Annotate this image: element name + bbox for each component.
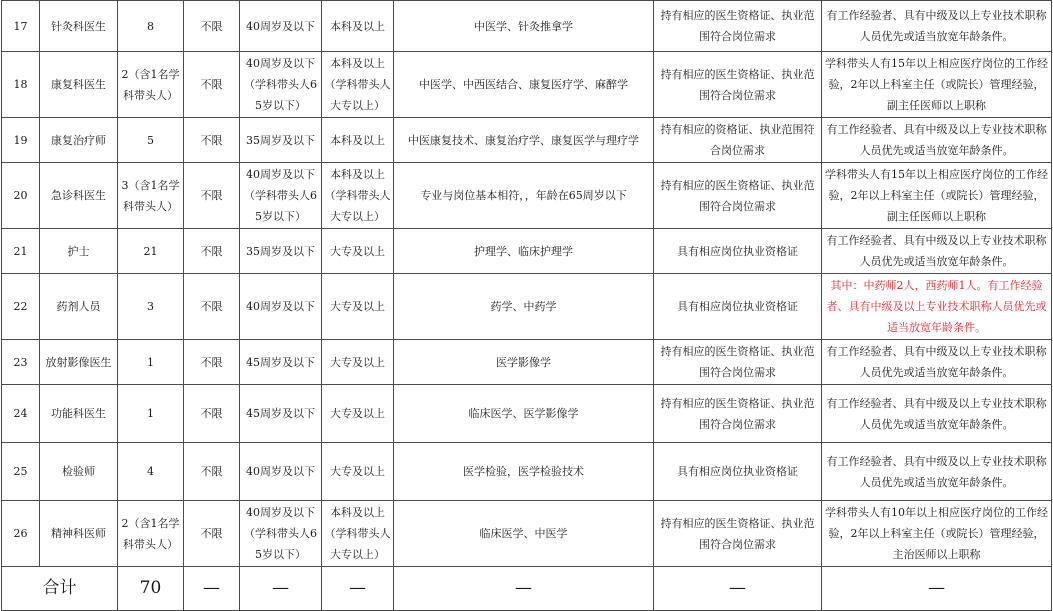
gender-requirement: 不限	[184, 501, 240, 567]
age-requirement: 40周岁及以下	[240, 443, 322, 501]
age-requirement: 40周岁及以下（学科带头人65岁以下）	[240, 52, 322, 118]
qualification-requirement: 持有相应的医生资格证、执业范围符合岗位需求	[654, 163, 822, 229]
major-requirement: 中医康复技术、康复治疗学、康复医学与理疗学	[394, 118, 654, 163]
education-requirement: 本科及以上（学科带头人大专以上）	[322, 52, 394, 118]
age-requirement: 40周岁及以下	[240, 1, 322, 52]
total-dash: —	[322, 567, 394, 611]
gender-requirement: 不限	[184, 340, 240, 385]
recruit-count: 21	[118, 229, 184, 274]
table-row	[2, 385, 1052, 443]
recruit-count: 1	[118, 340, 184, 385]
education-requirement: 大专及以上	[322, 443, 394, 501]
position-name: 药剂人员	[40, 274, 118, 340]
other-requirement: 有工作经验者、具有中级及以上专业技术职称人员优先或适当放宽年龄条件。	[822, 443, 1052, 501]
table-row	[2, 501, 1052, 567]
other-requirement: 有工作经验者、具有中级及以上专业技术职称人员优先或适当放宽年龄条件。	[822, 1, 1052, 52]
major-requirement: 中医学、中西医结合、康复医疗学、麻醉学	[394, 52, 654, 118]
position-name: 功能科医生	[40, 385, 118, 443]
age-requirement: 40周岁及以下（学科带头人65岁以下）	[240, 501, 322, 567]
other-requirement: 学科带头人有15年以上相应医疗岗位的工作经验，2年以上科室主任（或院长）管理经验，副主任医师以上职称	[822, 163, 1052, 229]
qualification-requirement: 持有相应的资格证、执业范围符合岗位需求	[654, 118, 822, 163]
row-number: 19	[2, 118, 40, 163]
position-name: 检验师	[40, 443, 118, 501]
row-number: 20	[2, 163, 40, 229]
other-requirement: 学科带头人有10年以上相应医疗岗位的工作经验，2年以上科室主任（或院长）管理经验，主治医师以上职称	[822, 501, 1052, 567]
age-requirement: 35周岁及以下	[240, 229, 322, 274]
gender-requirement: 不限	[184, 163, 240, 229]
qualification-requirement: 具有相应岗位执业资格证	[654, 443, 822, 501]
gender-requirement: 不限	[184, 1, 240, 52]
total-dash: —	[394, 567, 654, 611]
total-row	[2, 567, 1052, 611]
row-number: 24	[2, 385, 40, 443]
recruit-count: 4	[118, 443, 184, 501]
major-requirement: 护理学、临床护理学	[394, 229, 654, 274]
table-row	[2, 163, 1052, 229]
other-requirement: 有工作经验者、具有中级及以上专业技术职称人员优先或适当放宽年龄条件。	[822, 340, 1052, 385]
position-name: 康复治疗师	[40, 118, 118, 163]
qualification-requirement: 持有相应的医生资格证、执业范围符合岗位需求	[654, 501, 822, 567]
table-body	[2, 1, 1052, 611]
total-dash: —	[184, 567, 240, 611]
row-number: 25	[2, 443, 40, 501]
table-row	[2, 1, 1052, 52]
education-requirement: 大专及以上	[322, 274, 394, 340]
age-requirement: 45周岁及以下	[240, 340, 322, 385]
table-row	[2, 229, 1052, 274]
row-number: 17	[2, 1, 40, 52]
recruit-count: 2（含1名学科带头人）	[118, 52, 184, 118]
age-requirement: 45周岁及以下	[240, 385, 322, 443]
total-dash: —	[822, 567, 1052, 611]
row-number: 22	[2, 274, 40, 340]
other-requirement: 有工作经验者、具有中级及以上专业技术职称人员优先或适当放宽年龄条件。	[822, 118, 1052, 163]
other-requirement: 有工作经验者、具有中级及以上专业技术职称人员优先或适当放宽年龄条件。	[822, 385, 1052, 443]
education-requirement: 本科及以上	[322, 1, 394, 52]
education-requirement: 本科及以上	[322, 118, 394, 163]
major-requirement: 临床医学、医学影像学	[394, 385, 654, 443]
total-label: 合计	[2, 567, 118, 611]
gender-requirement: 不限	[184, 385, 240, 443]
age-requirement: 40周岁及以下	[240, 274, 322, 340]
major-requirement: 药学、中药学	[394, 274, 654, 340]
table-row	[2, 118, 1052, 163]
table-row	[2, 443, 1052, 501]
education-requirement: 本科及以上（学科带头人大专以上）	[322, 163, 394, 229]
qualification-requirement: 持有相应的医生资格证、执业范围符合岗位需求	[654, 340, 822, 385]
row-number: 18	[2, 52, 40, 118]
education-requirement: 大专及以上	[322, 340, 394, 385]
total-dash: —	[240, 567, 322, 611]
gender-requirement: 不限	[184, 229, 240, 274]
position-name: 急诊科医生	[40, 163, 118, 229]
recruit-count: 8	[118, 1, 184, 52]
gender-requirement: 不限	[184, 274, 240, 340]
recruitment-table	[1, 0, 1052, 611]
other-requirement: 有工作经验者、具有中级及以上专业技术职称人员优先或适当放宽年龄条件。	[822, 229, 1052, 274]
position-name: 护士	[40, 229, 118, 274]
position-name: 康复科医生	[40, 52, 118, 118]
other-requirement: 其中：中药师2人，西药师1人。有工作经验者、具有中级及以上专业技术职称人员优先或适当放宽年龄条件。	[822, 274, 1052, 340]
qualification-requirement: 持有相应的医生资格证、执业范围符合岗位需求	[654, 52, 822, 118]
recruit-count: 3	[118, 274, 184, 340]
education-requirement: 大专及以上	[322, 385, 394, 443]
position-name: 精神科医师	[40, 501, 118, 567]
recruit-count: 2（含1名学科带头人）	[118, 501, 184, 567]
qualification-requirement: 具有相应岗位执业资格证	[654, 229, 822, 274]
recruit-count: 5	[118, 118, 184, 163]
table-row	[2, 274, 1052, 340]
major-requirement: 中医学、针灸推拿学	[394, 1, 654, 52]
recruit-count: 3（含1名学科带头人）	[118, 163, 184, 229]
row-number: 23	[2, 340, 40, 385]
total-count: 70	[118, 567, 184, 611]
row-number: 26	[2, 501, 40, 567]
age-requirement: 40周岁及以下（学科带头人65岁以下）	[240, 163, 322, 229]
education-requirement: 本科及以上（学科带头人大专以上）	[322, 501, 394, 567]
position-name: 针灸科医生	[40, 1, 118, 52]
recruit-count: 1	[118, 385, 184, 443]
gender-requirement: 不限	[184, 443, 240, 501]
qualification-requirement: 持有相应的医生资格证、执业范围符合岗位需求	[654, 1, 822, 52]
major-requirement: 医学影像学	[394, 340, 654, 385]
total-dash: —	[654, 567, 822, 611]
table-row	[2, 52, 1052, 118]
major-requirement: 医学检验，医学检验技术	[394, 443, 654, 501]
other-requirement: 学科带头人有15年以上相应医疗岗位的工作经验，2年以上科室主任（或院长）管理经验，副主任医师以上职称	[822, 52, 1052, 118]
qualification-requirement: 具有相应岗位执业资格证	[654, 274, 822, 340]
qualification-requirement: 持有相应的医生资格证、执业范围符合岗位需求	[654, 385, 822, 443]
position-name: 放射影像医生	[40, 340, 118, 385]
table-row	[2, 340, 1052, 385]
major-requirement: 专业与岗位基本相符，，年龄在65周岁以下	[394, 163, 654, 229]
major-requirement: 临床医学、中医学	[394, 501, 654, 567]
gender-requirement: 不限	[184, 118, 240, 163]
age-requirement: 35周岁及以下	[240, 118, 322, 163]
row-number: 21	[2, 229, 40, 274]
education-requirement: 大专及以上	[322, 229, 394, 274]
gender-requirement: 不限	[184, 52, 240, 118]
